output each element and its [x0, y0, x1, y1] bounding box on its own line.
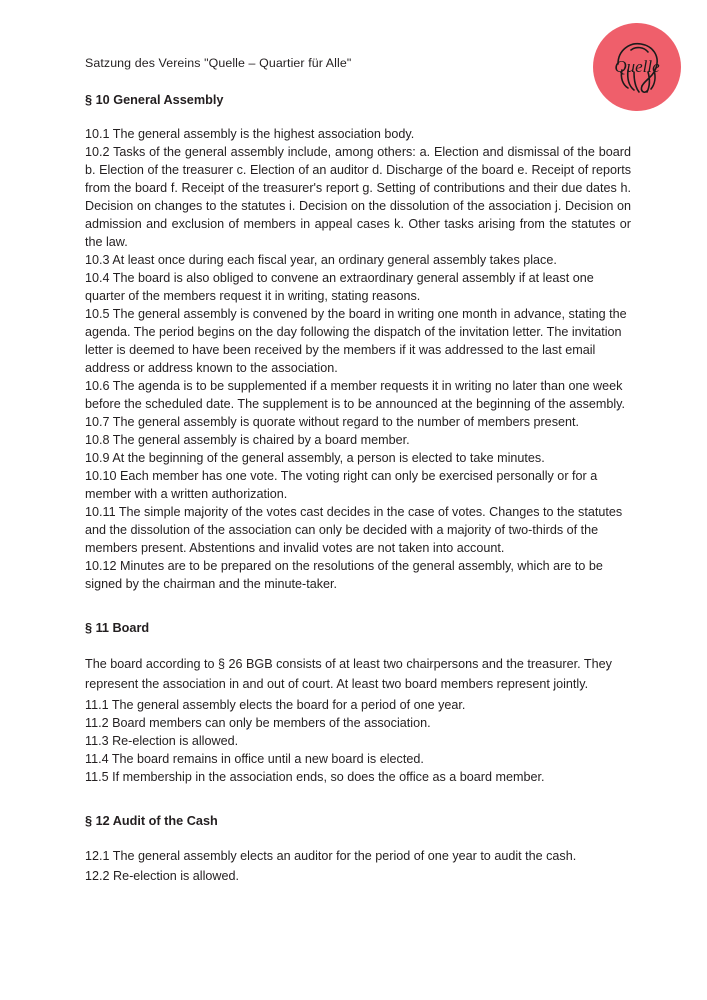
section-heading-12: § 12 Audit of the Cash: [85, 813, 218, 828]
paragraph-10-7: 10.7 The general assembly is quorate without regard to the number of members present.: [85, 415, 579, 430]
paragraph-11-1: 11.1 The general assembly elects the board for a period of one year.: [85, 697, 466, 712]
paragraph-11-4: 11.4 The board remains in office until a new board is elected.: [85, 751, 424, 766]
paragraph-10-11: 10.11 The simple majority of the votes cast decides in the case of votes. Changes to the statutes and the dissolution of the association can only be decided with a majority of two-thirds of the members present. Abstentions and invalid votes are not taken into account.: [85, 505, 623, 556]
paragraph-12-1: 12.1 The general assembly elects an auditor for the period of one year to audit the cash.: [85, 849, 577, 864]
paragraph-11-intro: The board according to § 26 BGB consists of at least two chairpersons and the treasurer. They represent the association in and out of court. At least two board members represent jointly.: [85, 656, 612, 692]
paragraph-11-3: 11.3 Re-election is allowed.: [85, 733, 239, 748]
paragraph-10-6: 10.6 The agenda is to be supplemented if a member requests it in writing no later than one week before the scheduled date. The supplement is to be announced at the beginning of the assembly.: [85, 379, 626, 412]
paragraph-12-2: 12.2 Re-election is allowed.: [85, 869, 240, 884]
paragraph-11-5: 11.5 If membership in the association ends, so does the office as a board member.: [85, 769, 545, 784]
paragraph-10-12: 10.12 Minutes are to be prepared on the resolutions of the general assembly, which are to be signed by the chairman and the minute-taker.: [85, 559, 603, 592]
document-body: [85, 55, 631, 885]
paragraph-10-10: 10.10 Each member has one vote. The voting right can only be exercised personally or for a member with a written authorization.: [85, 469, 598, 502]
paragraph-10-5: 10.5 The general assembly is convened by the board in writing one month in advance, stating the agenda. The period begins on the day following the dispatch of the invitation letter. The invitation letter is deemed to have been received by the members if it was addressed to the last email address or address known to the association.: [85, 307, 627, 376]
document-header-line: Satzung des Vereins "Quelle – Quartier für Alle": [85, 56, 352, 70]
paragraph-10-1: 10.1 The general assembly is the highest association body.: [85, 127, 415, 142]
svg-text:Quelle: Quelle: [614, 57, 660, 76]
paragraph-10-9: 10.9 At the beginning of the general assembly, a person is elected to take minutes.: [85, 451, 545, 466]
section-heading-10: § 10 General Assembly: [85, 92, 224, 107]
paragraph-10-8: 10.8 The general assembly is chaired by a board member.: [85, 433, 410, 448]
paragraph-11-2: 11.2 Board members can only be members of the association.: [85, 715, 431, 730]
paragraph-10-4: 10.4 The board is also obliged to convene an extraordinary general assembly if at least one quarter of the members request it in writing, stating reasons.: [85, 271, 594, 304]
section-heading-11: § 11 Board: [85, 621, 150, 636]
paragraph-10-2: 10.2 Tasks of the general assembly include, among others: a. Election and dismissal of the board b. Election of the treasurer c. Election of an auditor d. Discharge of the board e. Receipt of reports from the board f. Receipt of the treasurer's report g. Setting of contributions and their due dates h. Decision on changes to the statutes i. Decision on the dissolution of the association j. Decision on admission and exclusion of members in appeal cases k. Other tasks arising from the statutes or the law.: [85, 145, 631, 250]
paragraph-10-3: 10.3 At least once during each fiscal year, an ordinary general assembly takes place.: [85, 253, 557, 268]
